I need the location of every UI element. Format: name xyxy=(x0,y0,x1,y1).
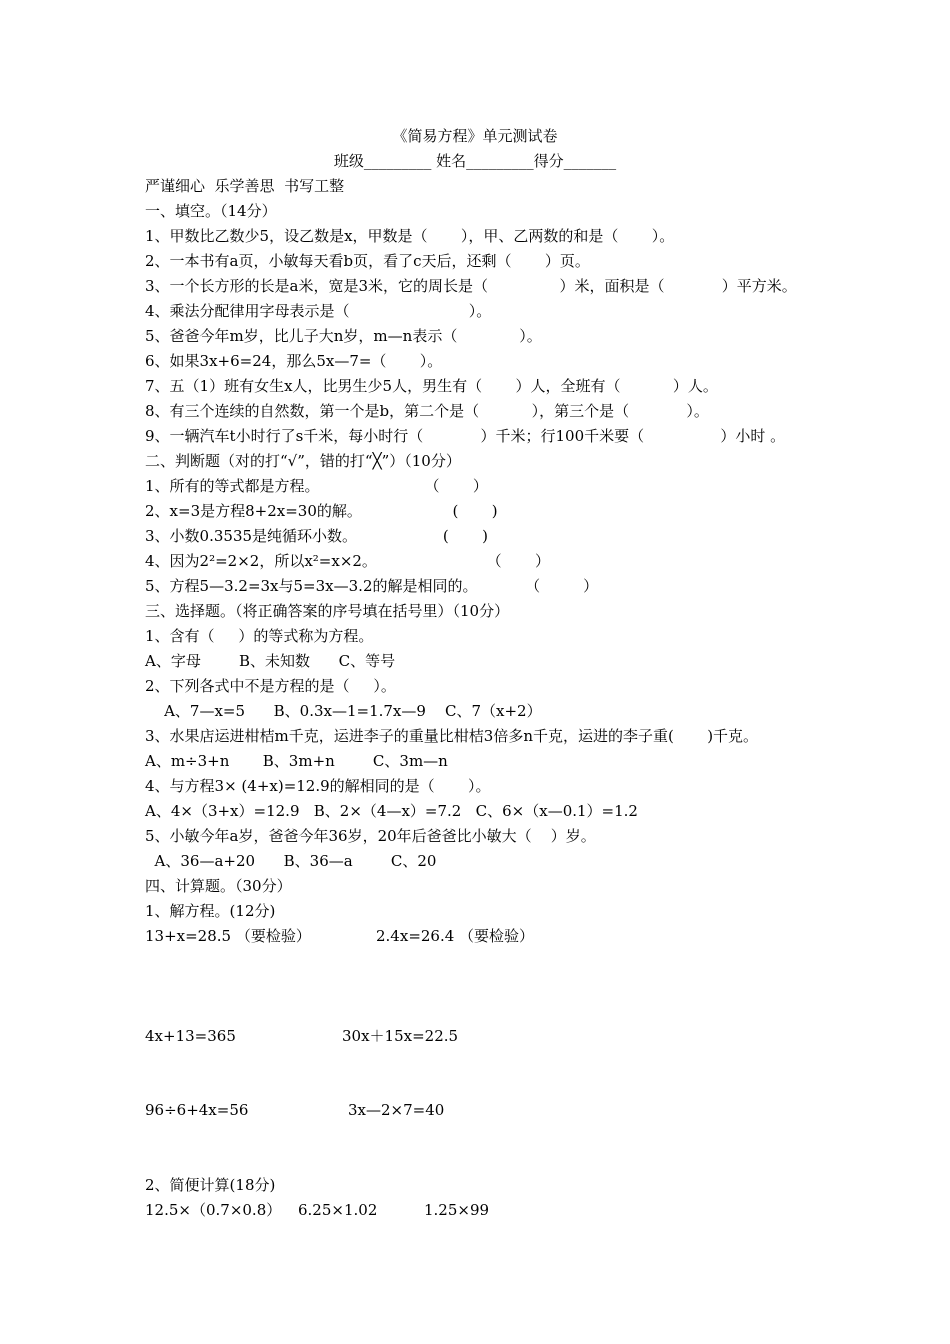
judge-item: 1、所有的等式都是方程。 （ ） xyxy=(145,477,488,495)
section3-title: 三、选择题。（将正确答案的序号填在括号里）（10分） xyxy=(145,602,510,620)
calc-expression: 12.5×（0.7×0.8） xyxy=(145,1201,282,1219)
choice-line: A、36—a+20 B、36—a C、20 xyxy=(145,852,437,870)
fill-item: 8、有三个连续的自然数，第一个是b，第二个是（ ），第三个是（ ）。 xyxy=(145,402,709,420)
choice-line: 3、水果店运进柑桔m千克，运进李子的重量比柑桔3倍多n千克，运进的李子重( )千克。 xyxy=(145,727,759,745)
choice-line: A、7—x=5 B、0.3x—1=1.7x—9 C、7（x+2） xyxy=(145,702,542,720)
equation: 2.4x=26.4 （要检验） xyxy=(376,927,535,945)
fill-item: 5、爸爸今年m岁，比儿子大n岁，m—n表示（ ）。 xyxy=(145,327,542,345)
solve-equations-title: 1、解方程。(12分) xyxy=(145,902,276,920)
judge-item: 4、因为2²=2×2，所以x²=x×2。 （ ） xyxy=(145,552,550,570)
fill-item: 6、如果3x+6=24，那么5x—7=（ ）。 xyxy=(145,352,443,370)
choice-line: 5、小敏今年a岁，爸爸今年36岁，20年后爸爸比小敏大（ ）岁。 xyxy=(145,827,596,845)
section2-title: 二、判断题（对的打“√”，错的打“╳”）（10分） xyxy=(145,452,461,470)
fill-item: 4、乘法分配律用字母表示是（ ）。 xyxy=(145,302,492,320)
fill-item: 9、一辆汽车t小时行了s千米，每小时行（ ）千米；行100千米要（ ）小时 。 xyxy=(145,427,786,445)
equation: 96÷6+4x=56 xyxy=(145,1101,249,1119)
choice-line: 1、含有（ ）的等式称为方程。 xyxy=(145,627,374,645)
fill-item: 1、甲数比乙数少5，设乙数是x，甲数是（ ），甲、乙两数的和是（ ）。 xyxy=(145,227,675,245)
page-title: 《简易方程》单元测试卷 xyxy=(392,127,558,145)
equation: 13+x=28.5 （要检验） xyxy=(145,927,311,945)
equation: 3x—2×7=40 xyxy=(348,1101,445,1119)
section4-title: 四、计算题。（30分） xyxy=(145,877,292,895)
judge-item: 2、x=3是方程8+2x=30的解。 ( ) xyxy=(145,502,498,520)
choice-line: A、字母 B、未知数 C、等号 xyxy=(145,652,396,670)
choice-line: A、4×（3+x）=12.9 B、2×（4—x）=7.2 C、6×（x—0.1）=1.2 xyxy=(145,802,638,820)
judge-item: 3、小数0.3535是纯循环小数。 ( ) xyxy=(145,527,488,545)
fill-item: 2、一本书有a页，小敏每天看b页，看了c天后，还剩（ ）页。 xyxy=(145,252,590,270)
fill-item: 7、五（1）班有女生x人，比男生少5人，男生有（ ）人，全班有（ ）人。 xyxy=(145,377,718,395)
section1-title: 一、填空。（14分） xyxy=(145,202,277,220)
equation: 4x+13=365 xyxy=(145,1027,236,1045)
motto: 严谨细心 乐学善思 书写工整 xyxy=(145,177,345,195)
choice-line: 4、与方程3× (4+x)=12.9的解相同的是（ ）。 xyxy=(145,777,491,795)
simple-calc-title: 2、简便计算(18分) xyxy=(145,1176,276,1194)
choice-line: 2、下列各式中不是方程的是（ ）。 xyxy=(145,677,396,695)
choice-line: A、m÷3+n B、3m+n C、3m—n xyxy=(145,752,448,770)
fill-item: 3、一个长方形的长是a米，宽是3米，它的周长是（ ）米，面积是（ ）平方米。 xyxy=(145,277,797,295)
judge-item: 5、方程5—3.2=3x与5=3x—3.2的解是相同的。 （ ） xyxy=(145,577,599,595)
header-fields: 班级_________ 姓名_________得分_______ xyxy=(333,152,617,170)
calc-expression: 6.25×1.02 xyxy=(298,1201,378,1219)
equation: 30x＋15x=22.5 xyxy=(342,1027,459,1045)
calc-expression: 1.25×99 xyxy=(424,1201,490,1219)
